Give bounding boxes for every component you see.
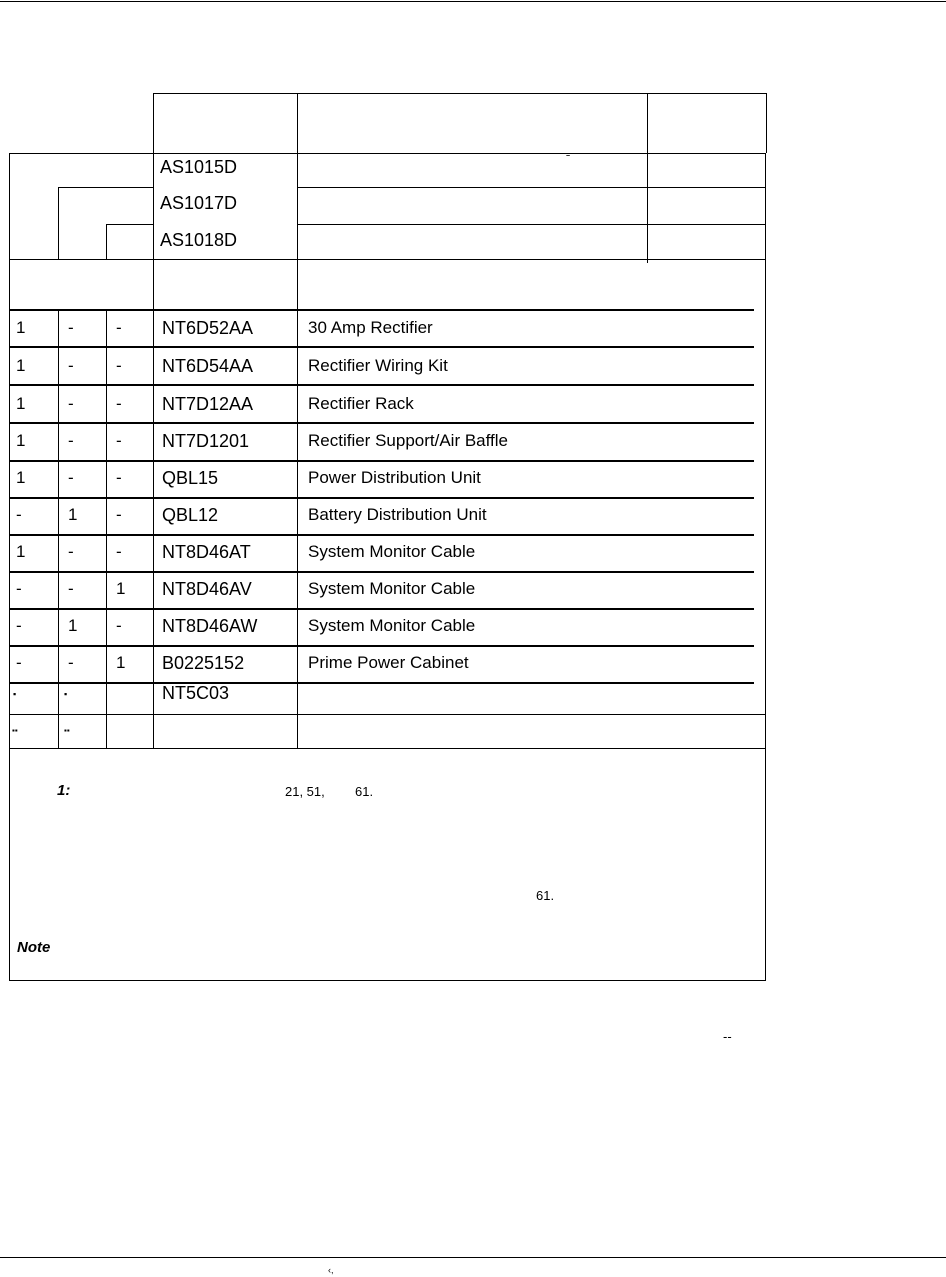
part-description: System Monitor Cable [308,616,476,635]
corner-mark: -- [723,1029,732,1044]
qty-cell: ▪ [13,689,17,699]
qty-cell: - [68,394,74,413]
qty-cell: - [116,356,122,375]
part-description: Rectifier Support/Air Baffle [308,431,508,450]
qty-cell: - [16,653,22,672]
row-line [9,748,766,749]
bracket-3 [106,224,107,259]
part-description: Rectifier Wiring Kit [308,356,448,375]
assembly-code-2: AS1017D [160,193,238,213]
qty-cell: - [116,431,122,450]
row-line [9,571,754,573]
header-top-line [153,93,766,94]
qty-cell: 1 [16,394,26,413]
note-line-3-value: 61. [536,888,555,903]
qty-cell: - [68,356,74,375]
qty-cell: ▪▪ [64,726,70,735]
row-line [9,460,754,462]
qty-cell: - [16,505,22,524]
qty-cell: 1 [16,468,26,487]
header-line-1b [58,187,154,188]
qty-cell: ▪▪ [12,726,18,735]
header-line-1 [297,187,766,188]
qty-cell: - [116,468,122,487]
top-rule [0,1,946,2]
row-line [9,346,754,348]
qty-cell: - [16,616,22,635]
part-code: QBL15 [162,468,219,488]
note-1-label: 1: [57,782,71,799]
assembly-code-1: AS1015D [160,157,238,177]
qty-cell: ▪ [64,689,68,699]
qty-cell: 1 [116,653,126,672]
qty-cell: 1 [16,318,26,337]
qty-cell: 1 [16,356,26,375]
part-description: 30 Amp Rectifier [308,318,433,337]
header-line-2 [297,224,766,225]
row-line [9,309,754,311]
tick-mark: ˉ [566,152,571,167]
qty-cell: 1 [116,579,126,598]
part-code: NT6D54AA [162,356,254,376]
qty-cell: - [116,542,122,561]
part-description: Power Distribution Unit [308,468,481,487]
part-code: NT5C03 [162,683,230,703]
qty-cell: - [16,579,22,598]
bottom-rule [0,1257,946,1258]
bracket-2 [58,187,59,259]
qty-cell: - [68,579,74,598]
row-line [9,714,766,715]
row-line [9,608,754,610]
note-1-values: 21, 51, [285,784,325,799]
assembly-code-3: AS1018D [160,230,238,250]
row-line [9,497,754,499]
part-description: System Monitor Cable [308,542,476,561]
part-code: NT7D1201 [162,431,250,451]
qty-cell: - [116,505,122,524]
qty-cell: - [116,394,122,413]
header-line-3 [9,259,766,260]
row-line [9,534,754,536]
qty-cell: 1 [16,542,26,561]
part-description: Prime Power Cabinet [308,653,469,672]
qty-cell: - [68,318,74,337]
qty-cell: 1 [68,616,78,635]
part-description: System Monitor Cable [308,579,476,598]
qty-cell: 1 [16,431,26,450]
qty-cell: - [116,616,122,635]
parts-table-frame [9,153,766,981]
header-line-2b [106,224,154,225]
row-line [9,645,754,647]
part-code: NT7D12AA [162,394,254,414]
qty-cell: 1 [68,505,78,524]
qty-cell: - [68,542,74,561]
header-divider-right [766,93,767,153]
row-line [9,682,754,684]
row-line [9,422,754,424]
note-1-value-b: 61. [355,784,374,799]
qty-cell: - [68,431,74,450]
note-label: Note [17,939,51,956]
part-code: NT8D46AW [162,616,258,636]
part-code: NT8D46AT [162,542,251,562]
part-code: NT6D52AA [162,318,254,338]
qty-cell: - [116,318,122,337]
footer-mark: ‹, [328,1265,334,1275]
part-code: QBL12 [162,505,219,525]
part-code: B0225152 [162,653,245,673]
part-description: Rectifier Rack [308,394,414,413]
part-code: NT8D46AV [162,579,252,599]
qty-cell: - [68,653,74,672]
row-line [9,384,754,386]
part-description: Battery Distribution Unit [308,505,487,524]
qty-cell: - [68,468,74,487]
